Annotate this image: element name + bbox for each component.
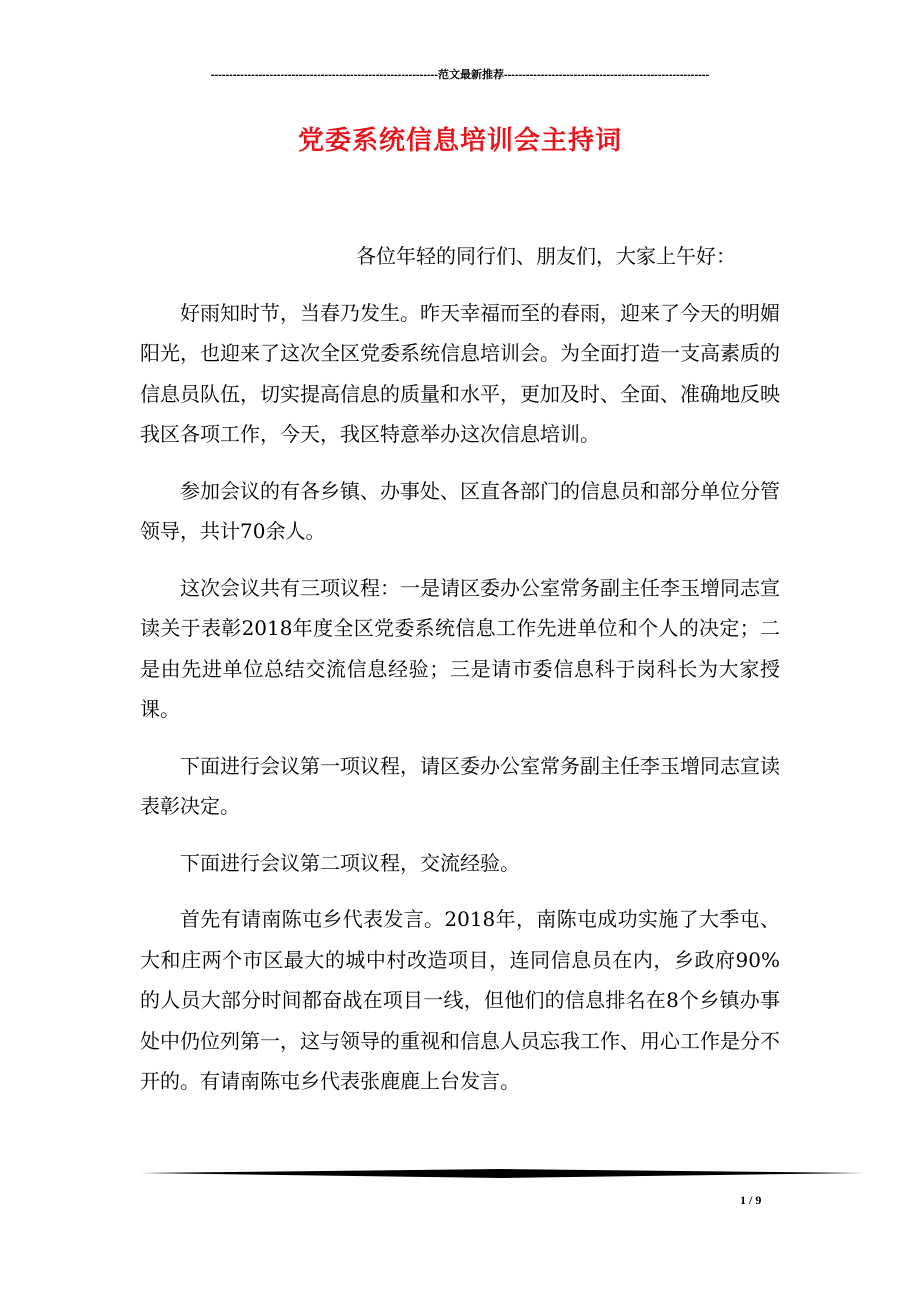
paragraph-attendees: 参加会议的有各乡镇、办事处、区直各部门的信息员和部分单位分管领导，共计70余人。 bbox=[140, 478, 780, 543]
paragraph-greeting: 各位年轻的同行们、朋友们，大家上午好： bbox=[356, 244, 736, 268]
paragraph-item-two: 下面进行会议第二项议程，交流经验。 bbox=[180, 850, 520, 875]
paragraph-opening: 好雨知时节，当春乃发生。昨天幸福而至的春雨，迎来了今天的明媚阳光，也迎来了这次全区党委系统信息培训会。为全面打造一支高素质的信息员队伍，切实提高信息的质量和水平，更加及时、全面、准确地反映我区各项工作，今天，我区特意举办这次信息培训。 bbox=[140, 300, 780, 446]
paragraph-speaker-intro: 首先有请南陈屯乡代表发言。2018年，南陈屯成功实施了大季屯、大和庄两个市区最大的城中村改造项目，连同信息员在内，乡政府90%的人员大部分时间都奋战在项目一线，但他们的信息排名在8个乡镇办事处中仍位列第一，这与领导的重视和信息人员忘我工作、用心工作是分不开的。有请南陈屯乡代表张鹿鹿上台发言。 bbox=[140, 907, 780, 1093]
header-left-dashes: -------------------------------------------------------------- bbox=[210, 69, 438, 81]
paragraph-item-one: 下面进行会议第一项议程，请区委办公室常务副主任李玉增同志宣读表彰决定。 bbox=[140, 753, 780, 818]
footer-divider bbox=[140, 1168, 864, 1180]
header-right-dashes: -------------------------------------------------------- bbox=[503, 69, 710, 81]
header-label: 范文最新推荐 bbox=[437, 69, 504, 81]
page-header bbox=[140, 66, 780, 82]
document-title: 党委系统信息培训会主持词 bbox=[297, 126, 622, 156]
paragraph-agenda: 这次会议共有三项议程：一是请区委办公室常务副主任李玉增同志宣读关于表彰2018年度全区党委系统信息工作先进单位和个人的决定；二是由先进单位总结交流信息经验；三是请市委信息科于岗科长为大家授课。 bbox=[140, 575, 780, 721]
page-number: 1 / 9 bbox=[740, 1193, 762, 1207]
document-body bbox=[140, 236, 780, 1118]
